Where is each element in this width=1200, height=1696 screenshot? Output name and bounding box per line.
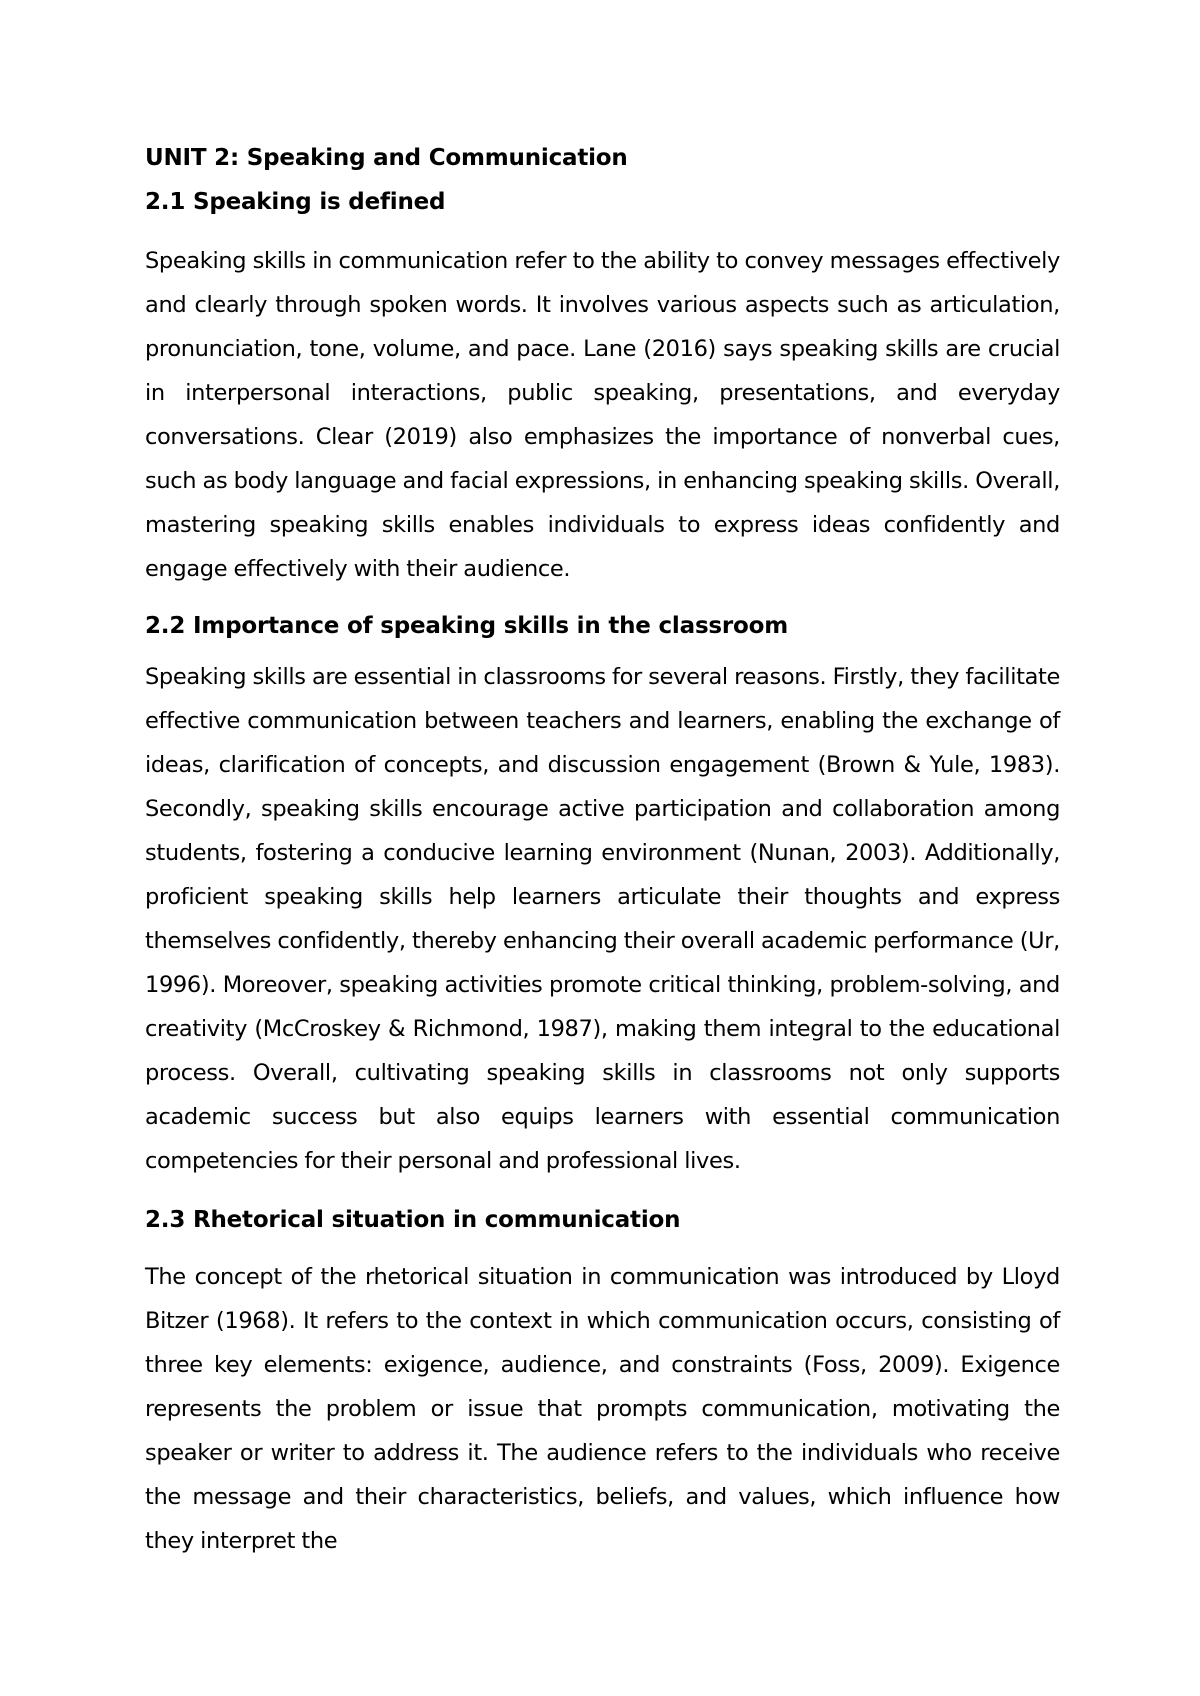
section-heading: 2.1 Speaking is defined (145, 189, 446, 215)
section-heading: 2.2 Importance of speaking skills in the classroom (145, 613, 789, 639)
section-paragraph: The concept of the rhetorical situation in communication was introduced by Lloyd Bitzer (1968). It refers to the context in which communication occurs, consisting of three key elements: exigence, audience, and constraints (Foss, 2009). Exigence represents the problem or issue that prompts communication, motivating the speaker or writer to address it. The audience refers to the individuals who receive the message and their characteristics, beliefs, and values, which influence how they interpret the (145, 1264, 1060, 1554)
section-paragraph: Speaking skills in communication refer to the ability to convey messages effectively and clearly through spoken words. It involves various aspects such as articulation, pronunciation, tone, volume, and pace. Lane (2016) says speaking skills are crucial in interpersonal interactions, public speaking, presentations, and everyday conversations. Clear (2019) also emphasizes the importance of nonverbal cues, such as body language and facial expressions, in enhancing speaking skills. Overall, mastering speaking skills enables individuals to express ideas confidently and engage effectively with their audience. (145, 248, 1060, 582)
unit-title: UNIT 2: Speaking and Communication (145, 145, 628, 171)
section-2-1 (145, 187, 1060, 591)
section-2-2 (145, 611, 1060, 1183)
section-2-3 (145, 1205, 1060, 1563)
section-paragraph: Speaking skills are essential in classrooms for several reasons. Firstly, they facilitate effective communication between teachers and learners, enabling the exchange of ideas, clarification of concepts, and discussion engagement (Brown & Yule, 1983). Secondly, speaking skills encourage active participation and collaboration among students, fostering a conducive learning environment (Nunan, 2003). Additionally, proficient speaking skills help learners articulate their thoughts and express themselves confidently, thereby enhancing their overall academic performance (Ur, 1996). Moreover, speaking activities promote critical thinking, problem-solving, and creativity (McCroskey & Richmond, 1987), making them integral to the educational process. Overall, cultivating speaking skills in classrooms not only supports academic success but also equips learners with essential communication competencies for their personal and professional lives. (145, 664, 1060, 1174)
section-heading: 2.3 Rhetorical situation in communication (145, 1207, 681, 1233)
document-page (145, 143, 1060, 1563)
